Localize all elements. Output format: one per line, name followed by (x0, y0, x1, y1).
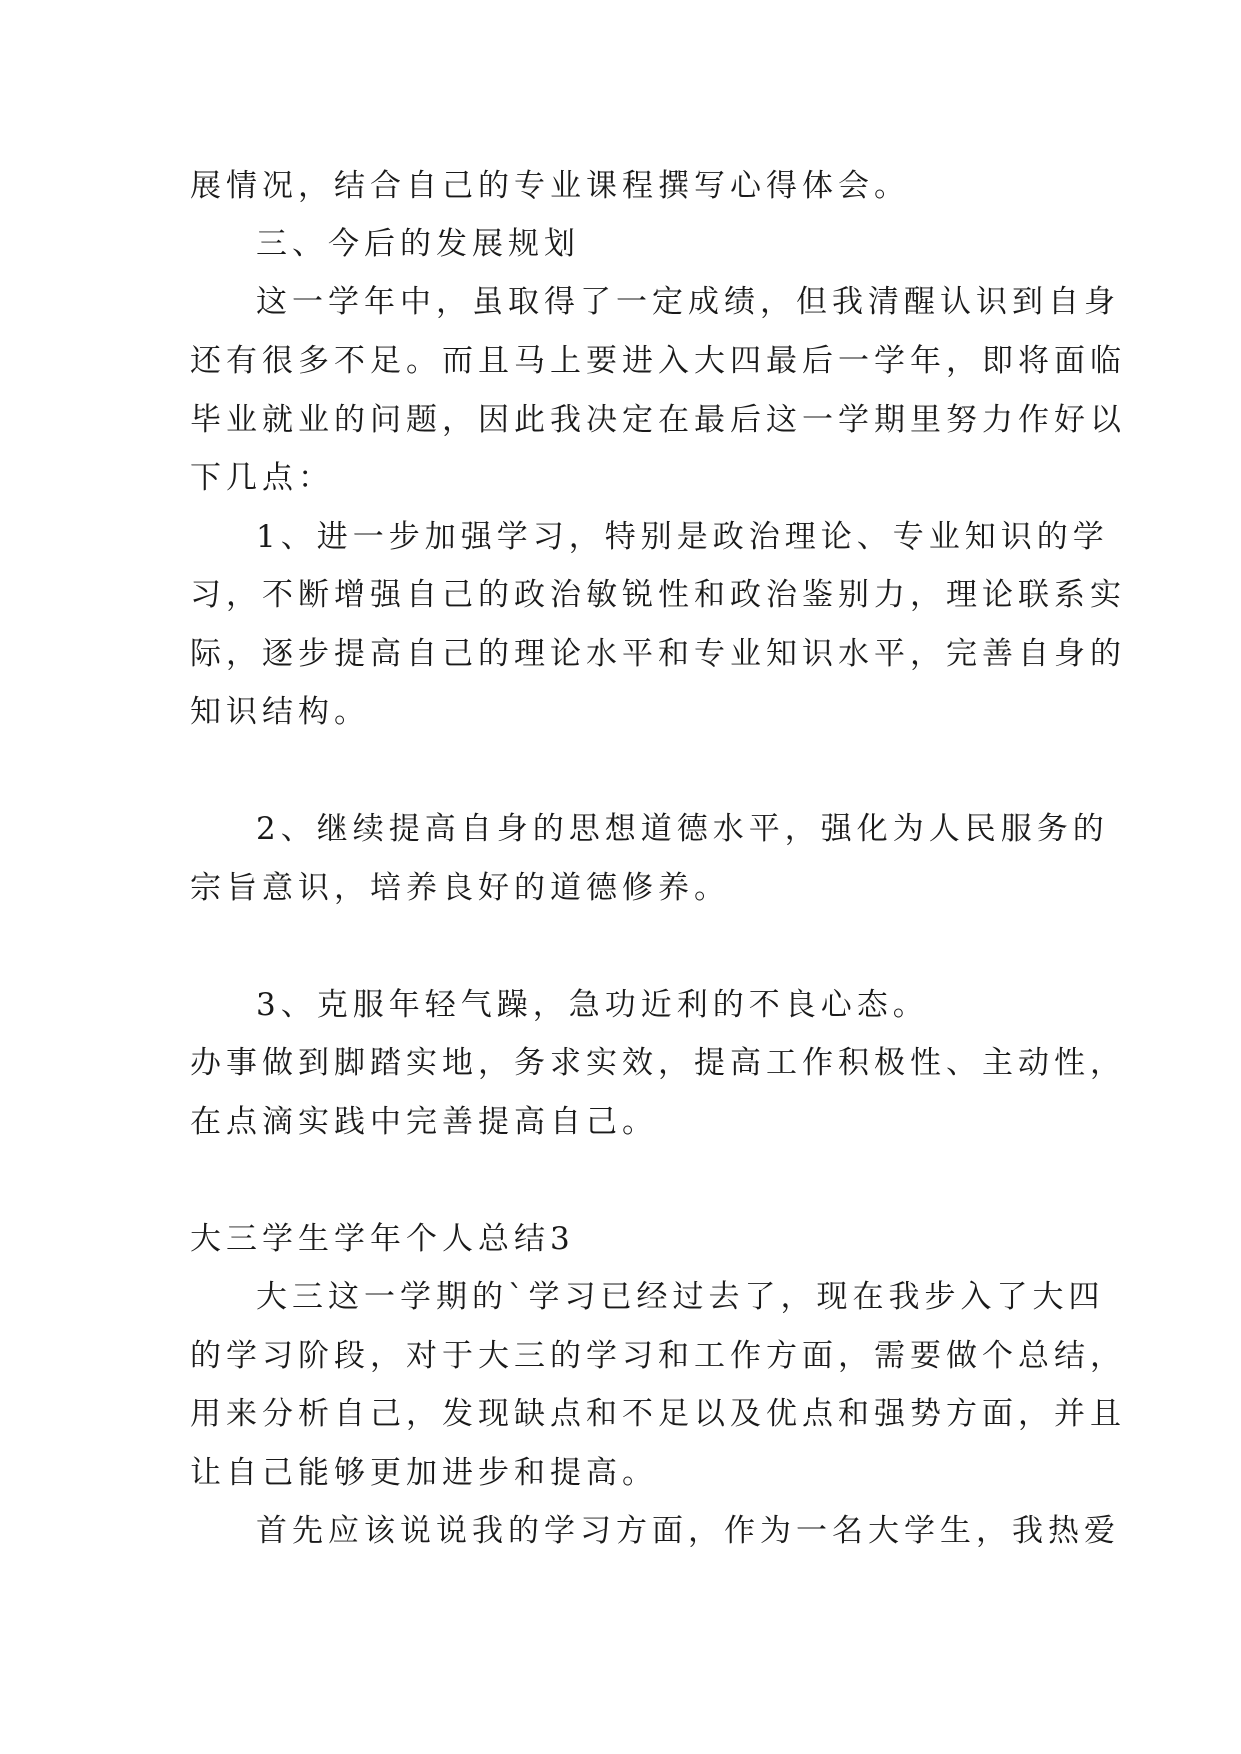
paragraph-line: 这一学年中，虽取得了一定成绩，但我清醒认识到自身 (256, 284, 1120, 320)
paragraph-line: 在点滴实践中完善提高自己。 (190, 1104, 658, 1140)
paragraph-line: 习，不断增强自己的政治敏锐性和政治鉴别力，理论联系实 (190, 577, 1126, 613)
paragraph-line: 首先应该说说我的学习方面，作为一名大学生，我热爱 (256, 1513, 1120, 1549)
paragraph-line: 毕业就业的问题，因此我决定在最后这一学期里努力作好以 (190, 402, 1126, 438)
paragraph-line: 下几点： (190, 460, 334, 496)
paragraph-line: 知识结构。 (190, 694, 370, 730)
section-title: 大三学生学年个人总结3 (190, 1221, 575, 1257)
section-heading: 三、今后的发展规划 (256, 226, 580, 262)
list-item-line: 2、继续提高自身的思想道德水平，强化为人民服务的 (256, 811, 1109, 847)
paragraph-line: 让自己能够更加进步和提高。 (190, 1455, 658, 1491)
paragraph-line: 宗旨意识，培养良好的道德修养。 (190, 870, 730, 906)
list-item-line: 1、进一步加强学习，特别是政治理论、专业知识的学 (256, 519, 1109, 555)
paragraph-line: 际，逐步提高自己的理论水平和专业知识水平，完善自身的 (190, 636, 1126, 672)
paragraph-line: 还有很多不足。而且马上要进入大四最后一学年，即将面临 (190, 343, 1126, 379)
paragraph-line: 大三这一学期的`学习已经过去了，现在我步入了大四 (256, 1279, 1105, 1315)
list-item-line: 3、克服年轻气躁，急功近利的不良心态。 (256, 987, 929, 1023)
paragraph-line: 展情况，结合自己的专业课程撰写心得体会。 (190, 168, 910, 204)
paragraph-line: 的学习阶段，对于大三的学习和工作方面，需要做个总结， (190, 1338, 1126, 1374)
paragraph-line: 办事做到脚踏实地，务求实效，提高工作积极性、主动性， (190, 1045, 1126, 1081)
paragraph-line: 用来分析自己，发现缺点和不足以及优点和强势方面，并且 (190, 1396, 1126, 1432)
